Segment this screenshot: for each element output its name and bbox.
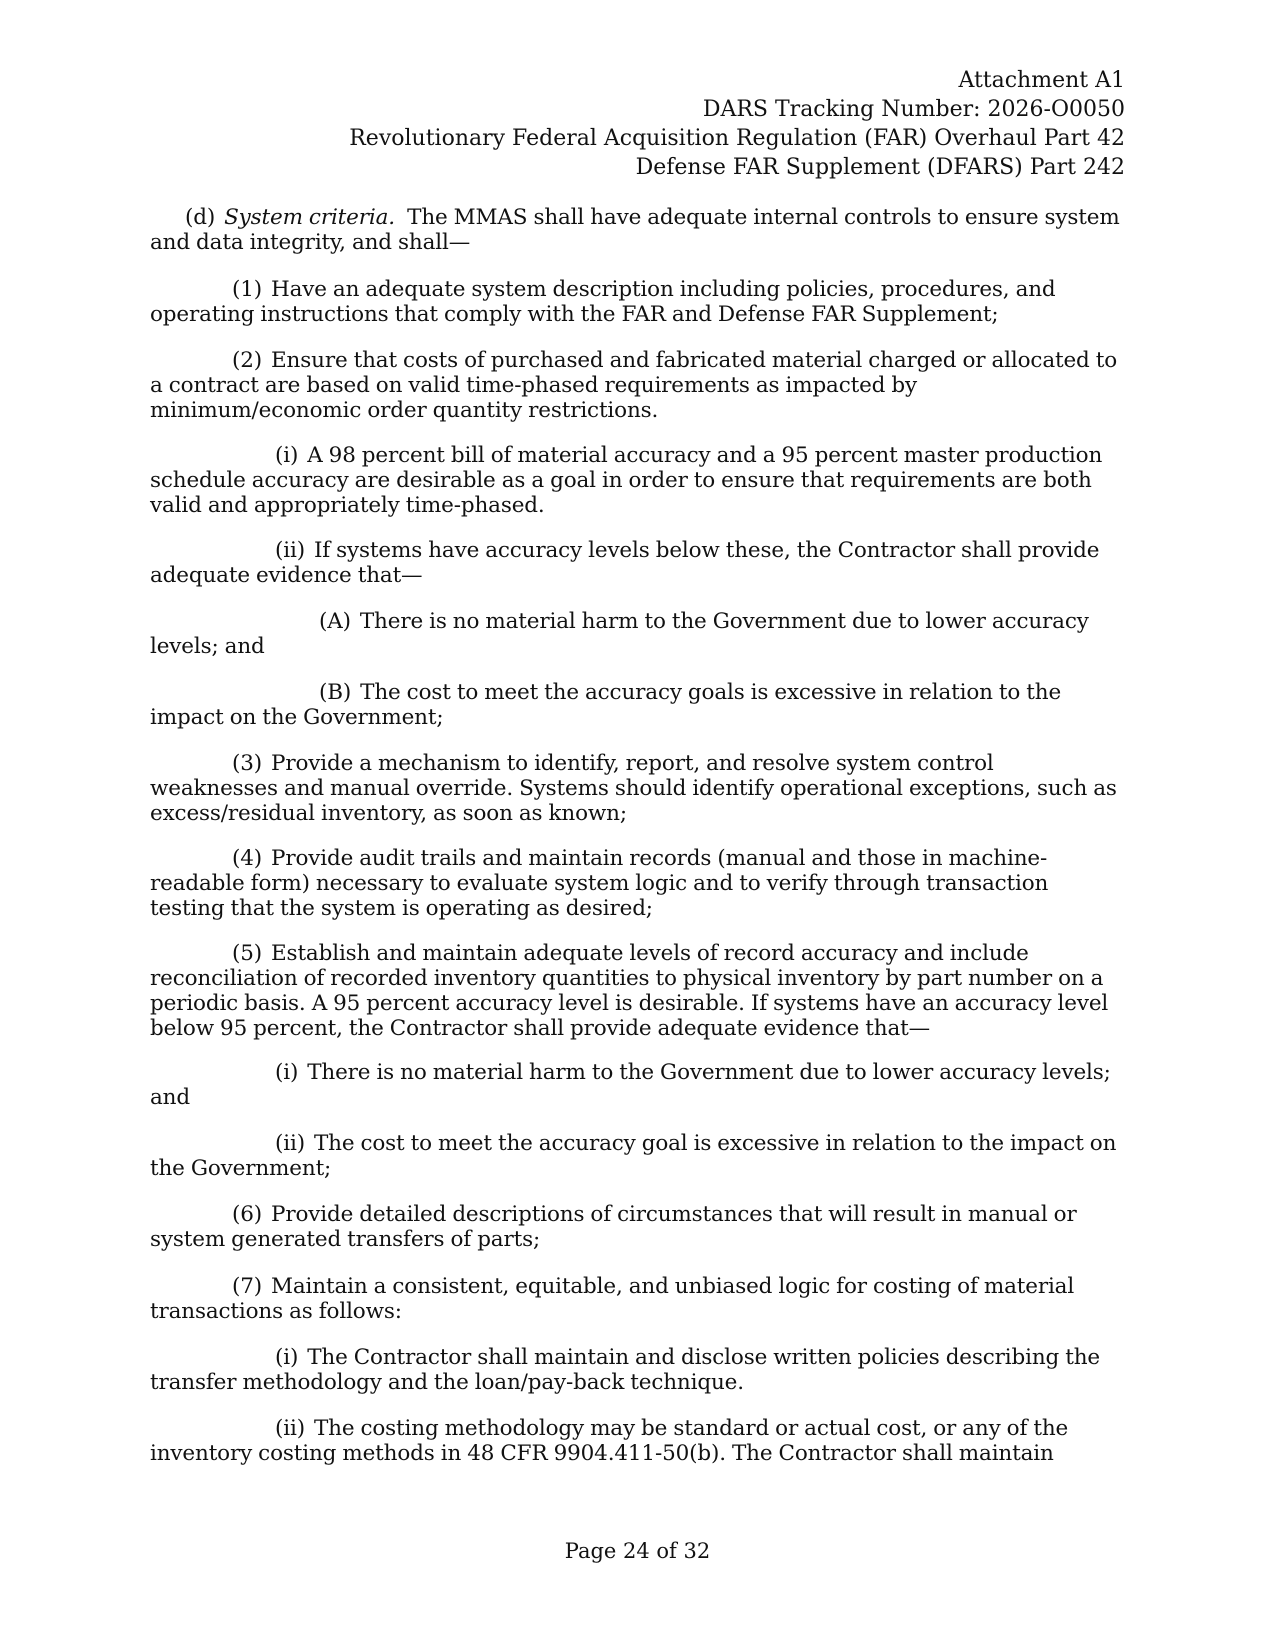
paragraph-number: (i): [275, 443, 299, 468]
paragraph-7-i: [150, 1345, 1125, 1395]
header-attachment: Attachment A1: [958, 68, 1125, 93]
paragraph-text: There is no material harm to the Government due to lower accuracy levels; and: [150, 1060, 1111, 1110]
paragraph-text: The cost to meet the accuracy goal is excessive in relation to the impact on the Government;: [150, 1131, 1117, 1181]
paragraph-number: (i): [275, 1345, 299, 1370]
paragraph-5-ii: [150, 1131, 1125, 1181]
page-number: Page 24 of 32: [564, 1539, 711, 1563]
paragraph-3: [150, 751, 1125, 826]
paragraph-number: (3): [232, 751, 263, 776]
paragraph-number: (7): [232, 1274, 263, 1299]
paragraph-number: (4): [232, 846, 263, 871]
paragraph-number: (ii): [275, 1416, 305, 1441]
paragraph-2-ii: [150, 538, 1125, 588]
paragraph-7-ii: [150, 1416, 1125, 1466]
header-far-part: Revolutionary Federal Acquisition Regulation (FAR) Overhaul Part 42: [349, 126, 1125, 151]
paragraph-text: A 98 percent bill of material accuracy and a 95 percent master production schedule accuracy are desirable as a goal in order to ensure that requirements are both valid and appropriately time-phased.: [150, 443, 1103, 518]
paragraph-text: Have an adequate system description including policies, procedures, and operating instructions that comply with the FAR and Defense FAR Supplement;: [150, 277, 1056, 327]
paragraph-number: (ii): [275, 538, 305, 563]
paragraph-text: There is no material harm to the Government due to lower accuracy levels; and: [150, 609, 1089, 659]
paragraph-text: The cost to meet the accuracy goals is excessive in relation to the impact on the Government;: [150, 680, 1062, 730]
paragraph-text: Provide audit trails and maintain records (manual and those in machine-readable form) necessary to evaluate system logic and to verify through transaction testing that the system is operating as desired;: [150, 846, 1049, 921]
paragraph-number: (ii): [275, 1131, 305, 1156]
paragraph-2-ii-B: [150, 680, 1125, 730]
paragraph-text: Provide detailed descriptions of circumstances that will result in manual or system generated transfers of parts;: [150, 1202, 1077, 1252]
paragraph-text: Maintain a consistent, equitable, and unbiased logic for costing of material transactions as follows:: [150, 1274, 1075, 1324]
paragraph-text: The MMAS shall have adequate internal controls to ensure system and data integrity, and shall—: [150, 205, 1120, 255]
paragraph-4: [150, 846, 1125, 921]
paragraph-5-i: [150, 1060, 1125, 1110]
paragraph-number: (6): [232, 1202, 263, 1227]
paragraph-number: (d): [185, 205, 216, 230]
paragraph-7: [150, 1274, 1125, 1324]
paragraph-heading: System criteria.: [224, 205, 395, 230]
paragraph-2-i: [150, 443, 1125, 518]
paragraph-text: Establish and maintain adequate levels of record accuracy and include reconciliation of recorded inventory quantities to physical inventory by part number on a periodic basis. A 95 percent accuracy level is desirable. If systems have an accuracy level below 95 percent, the Contractor shall provide adequate evidence that—: [150, 941, 1109, 1041]
paragraph-text: Ensure that costs of purchased and fabricated material charged or allocated to a contract are based on valid time-phased requirements as impacted by minimum/economic order quantity restrictions.: [150, 348, 1118, 423]
paragraph-number: (B): [319, 680, 352, 705]
paragraph-5: [150, 941, 1125, 1041]
header-dfars-part: Defense FAR Supplement (DFARS) Part 242: [635, 155, 1125, 180]
paragraph-number: (2): [232, 348, 263, 373]
paragraph-2: [150, 348, 1125, 423]
header-tracking-number: DARS Tracking Number: 2026-O0050: [702, 97, 1125, 122]
paragraph-text: The Contractor shall maintain and disclose written policies describing the transfer methodology and the loan/pay-back technique.: [150, 1345, 1100, 1395]
paragraph-number: (A): [319, 609, 351, 634]
paragraph-text: Provide a mechanism to identify, report, and resolve system control weaknesses and manual override. Systems should identify operational exceptions, such as excess/residual inventory, as soon as known;: [150, 751, 1117, 826]
paragraph-number: (1): [232, 277, 263, 302]
page-header: [349, 66, 1125, 182]
paragraph-6: [150, 1202, 1125, 1252]
paragraph-1: [150, 277, 1125, 327]
paragraph-2-ii-A: [150, 609, 1125, 659]
paragraph-number: (i): [275, 1060, 299, 1085]
paragraph-text: The costing methodology may be standard or actual cost, or any of the inventory costing methods in 48 CFR 9904.411-50(b). The Contractor shall maintain: [150, 1416, 1069, 1466]
paragraph-number: (5): [232, 941, 263, 966]
paragraph-d: [150, 205, 1125, 255]
paragraph-text: If systems have accuracy levels below these, the Contractor shall provide adequate evidence that—: [150, 538, 1100, 588]
